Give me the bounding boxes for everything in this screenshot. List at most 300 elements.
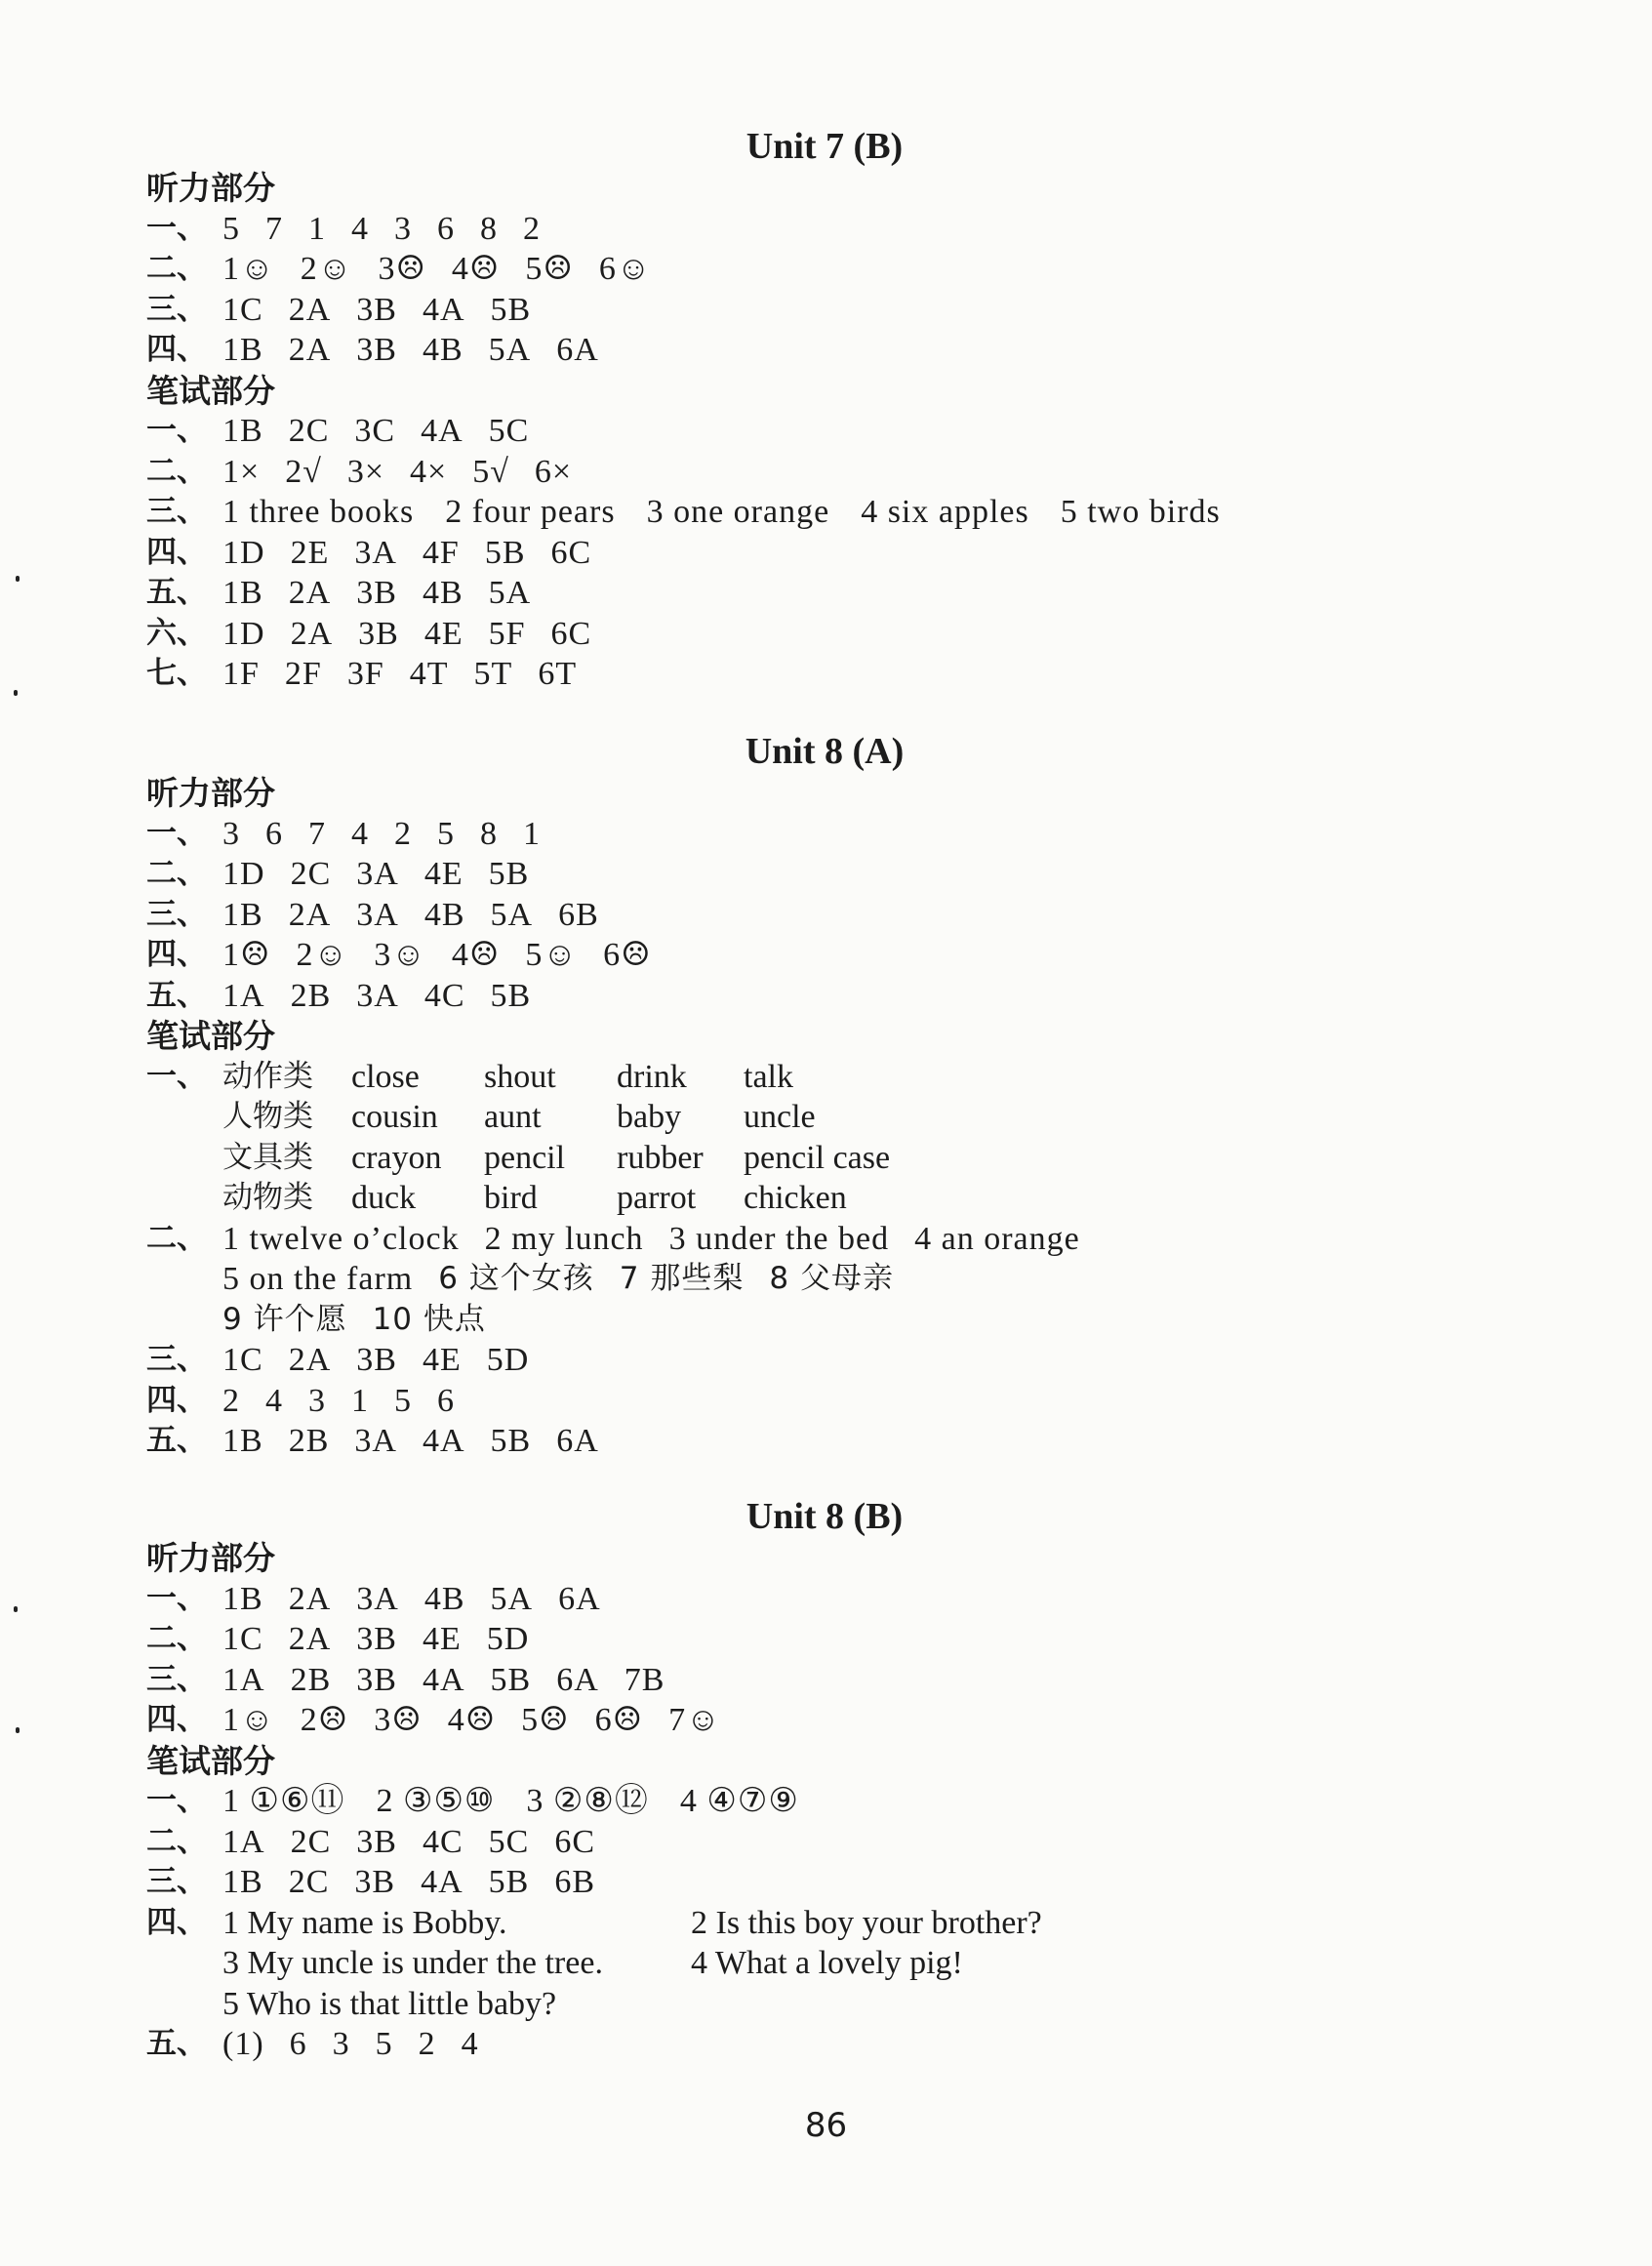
question-number: 五、 bbox=[146, 575, 207, 610]
question-number bbox=[146, 1300, 222, 1341]
answer-item: 3B bbox=[356, 1823, 397, 1860]
answer-item: (1) bbox=[222, 2026, 264, 2062]
question-number bbox=[146, 1097, 222, 1138]
answer-item: 3B bbox=[356, 1621, 397, 1657]
answer-item: 5 bbox=[437, 815, 455, 852]
answer-item: 5 bbox=[375, 2026, 393, 2062]
answer-items bbox=[222, 1619, 554, 1660]
answer-item: 4× bbox=[410, 453, 448, 490]
answer-item: 4A bbox=[421, 1864, 463, 1900]
question-number: 四、 bbox=[146, 937, 207, 972]
question-number: 二、 bbox=[146, 1220, 207, 1256]
answer-item: 1B bbox=[222, 1423, 263, 1459]
question-number: 三、 bbox=[146, 1661, 207, 1697]
answer-item: 6 bbox=[265, 815, 283, 852]
category-word: shout bbox=[484, 1058, 556, 1095]
answer-item: 1D bbox=[222, 534, 265, 571]
answer-item: 2C bbox=[288, 1864, 330, 1900]
answer-item: 4 six apples bbox=[861, 494, 1029, 530]
category-label: 人物类 bbox=[222, 1099, 313, 1134]
answer-item: 4B bbox=[422, 575, 463, 611]
answer-row bbox=[146, 533, 1415, 574]
answer-item: 3 bbox=[222, 815, 240, 852]
answer-item: 4 bbox=[351, 815, 369, 852]
answer-item: 3A bbox=[354, 1423, 397, 1459]
answer-items bbox=[222, 2024, 504, 2065]
answer-items bbox=[222, 1259, 919, 1300]
answer-item: 5B bbox=[490, 977, 532, 1014]
answer-item: 7☺ bbox=[668, 1702, 721, 1738]
scan-speck bbox=[14, 690, 18, 696]
answer-items bbox=[222, 935, 677, 976]
answer-items bbox=[222, 249, 677, 290]
answer-item: 4E bbox=[422, 1621, 462, 1657]
answer-item: 5A bbox=[490, 1580, 534, 1617]
answer-item: 6☹ bbox=[603, 937, 652, 973]
answer-items bbox=[222, 533, 617, 574]
answer-item: 4C bbox=[423, 977, 465, 1014]
question-number: 六、 bbox=[146, 615, 207, 651]
written-header: 笔试部分 bbox=[146, 1741, 275, 1780]
written-answers bbox=[146, 1781, 1415, 1903]
answer-item: 3B bbox=[356, 291, 397, 328]
category-label: 动作类 bbox=[222, 1058, 313, 1094]
question-number: 五、 bbox=[146, 977, 207, 1013]
answer-item: 6C bbox=[550, 615, 592, 652]
answer-items bbox=[222, 1862, 621, 1903]
answer-item: 4A bbox=[422, 1661, 465, 1698]
unit-8a-section bbox=[146, 730, 1415, 1462]
answer-item: 3 bbox=[308, 1382, 326, 1419]
question-number: 一、 bbox=[146, 1783, 207, 1818]
answer-item: 2 bbox=[523, 210, 541, 247]
written-header: 笔试部分 bbox=[146, 371, 275, 410]
answer-item: 1B bbox=[222, 1864, 263, 1900]
answer-item: 2A bbox=[288, 1342, 332, 1378]
question-number: 四、 bbox=[146, 534, 207, 570]
answer-item: 5B bbox=[488, 1864, 530, 1900]
answer-row bbox=[146, 1421, 1415, 1462]
answer-item: 4E bbox=[422, 1342, 462, 1378]
answer-item: 4T bbox=[409, 656, 449, 692]
answer-item: 4C bbox=[422, 1823, 463, 1860]
answer-item: 8 父母亲 bbox=[769, 1261, 894, 1296]
sentence-row bbox=[146, 1984, 1415, 2025]
answer-item: 2 bbox=[418, 2026, 436, 2062]
answer-row bbox=[146, 1219, 1415, 1260]
answer-item: 6A bbox=[556, 1661, 599, 1698]
answer-row bbox=[146, 1781, 1415, 1822]
question-number: 三、 bbox=[146, 1864, 207, 1899]
answer-item: 5D bbox=[486, 1342, 530, 1378]
answer-row bbox=[146, 1660, 1415, 1701]
answer-item: 5B bbox=[488, 856, 530, 892]
answer-item: 1B bbox=[222, 413, 263, 449]
answer-item: 8 bbox=[480, 815, 498, 852]
answer-item: 7 bbox=[308, 815, 326, 852]
answer-item: 5C bbox=[488, 1823, 530, 1860]
unit-8b-section bbox=[146, 1495, 1415, 2065]
answer-item: 2B bbox=[290, 977, 332, 1014]
listening-header: 听力部分 bbox=[146, 169, 275, 207]
answer-items bbox=[222, 452, 597, 493]
answer-item: 1D bbox=[222, 856, 265, 892]
answer-item: 2 bbox=[394, 815, 412, 852]
sentence-row bbox=[146, 1903, 1415, 1944]
question-number: 一、 bbox=[146, 815, 207, 851]
answer-row bbox=[146, 411, 1415, 452]
sentence-item: 4 What a lovely pig! bbox=[691, 1945, 963, 1981]
answer-item: 6T bbox=[538, 656, 578, 692]
answer-item: 1B bbox=[222, 575, 263, 611]
question-number: 一、 bbox=[146, 1580, 207, 1616]
answer-item: 6 bbox=[437, 210, 455, 247]
answer-item: 1B bbox=[222, 1580, 263, 1617]
answer-item: 3 bbox=[394, 210, 412, 247]
question-number: 一、 bbox=[146, 210, 207, 246]
category-row bbox=[146, 1178, 1415, 1219]
answer-item: 1 three books bbox=[222, 494, 415, 530]
answer-row bbox=[146, 209, 1415, 250]
question-number: 四、 bbox=[146, 1382, 207, 1418]
category-word: chicken bbox=[744, 1180, 847, 1216]
answer-item: 3B bbox=[358, 615, 399, 652]
section-title: Unit 7 (B) bbox=[745, 126, 904, 167]
section-title: Unit 8 (B) bbox=[745, 1496, 904, 1537]
answer-item: 2A bbox=[290, 615, 334, 652]
answer-item: 3 one orange bbox=[646, 494, 830, 530]
answer-item: 1C bbox=[222, 291, 263, 328]
answer-item: 1 bbox=[351, 1382, 369, 1419]
answer-items bbox=[222, 854, 554, 895]
question-number: 三、 bbox=[146, 1342, 207, 1377]
answer-item: 10 快点 bbox=[372, 1301, 486, 1337]
answer-item: 3B bbox=[356, 1342, 397, 1378]
answer-item: 2 bbox=[222, 1382, 240, 1419]
unit-7b-section bbox=[146, 125, 1415, 695]
category-label: 动物类 bbox=[222, 1180, 313, 1215]
answer-item: 6☹ bbox=[594, 1702, 644, 1738]
answer-item: 5D bbox=[486, 1621, 530, 1657]
answer-items bbox=[222, 1300, 511, 1341]
answer-item: 5A bbox=[490, 896, 534, 933]
answer-item: 3 bbox=[332, 2026, 350, 2062]
answer-item: 1F bbox=[222, 656, 260, 692]
answer-items bbox=[222, 976, 556, 1017]
category-word: uncle bbox=[744, 1099, 816, 1135]
question-number bbox=[146, 1984, 222, 2025]
answer-row bbox=[146, 249, 1415, 290]
answer-item: 4B bbox=[422, 332, 463, 368]
answer-item: 2E bbox=[290, 534, 330, 571]
answer-items bbox=[222, 1700, 746, 1741]
answer-item: 6C bbox=[554, 1823, 595, 1860]
answer-item: 1 ①⑥⑪ bbox=[222, 1783, 345, 1819]
answer-items bbox=[222, 654, 602, 695]
answer-item: 2B bbox=[290, 1661, 332, 1698]
answer-item: 4E bbox=[423, 856, 463, 892]
question-number: 四、 bbox=[146, 332, 207, 367]
category-word: bird bbox=[484, 1180, 538, 1216]
listening-header: 听力部分 bbox=[146, 1539, 275, 1577]
answer-item: 1 twelve o’clock bbox=[222, 1220, 460, 1257]
answer-item: 2A bbox=[288, 332, 332, 368]
answer-row bbox=[146, 330, 1415, 371]
answer-item: 5F bbox=[488, 615, 526, 652]
answer-item: 4 bbox=[265, 1382, 283, 1419]
answer-item: 2A bbox=[288, 1580, 332, 1617]
answer-item: 6☺ bbox=[598, 251, 652, 287]
answer-row bbox=[146, 814, 1415, 855]
answer-row bbox=[146, 492, 1415, 533]
category-label: 文具类 bbox=[222, 1139, 313, 1175]
answer-item: 5√ bbox=[472, 453, 509, 490]
category-table bbox=[146, 1057, 1415, 1219]
answer-item: 3☺ bbox=[374, 937, 426, 973]
answer-item: 4 an orange bbox=[914, 1220, 1080, 1257]
category-row bbox=[146, 1097, 1415, 1138]
answer-item: 1☹ bbox=[222, 937, 271, 973]
question-number: 五、 bbox=[146, 2026, 207, 2061]
question-number bbox=[146, 1943, 222, 1984]
answer-item: 5A bbox=[488, 575, 532, 611]
answer-row bbox=[146, 935, 1415, 976]
sentence-item: 1 My name is Bobby. bbox=[222, 1904, 507, 1941]
question-number: 七、 bbox=[146, 656, 207, 691]
question-number: 三、 bbox=[146, 494, 207, 529]
answer-items bbox=[222, 1219, 1106, 1260]
answer-items bbox=[222, 895, 625, 936]
answer-row bbox=[146, 1619, 1415, 1660]
written-answers bbox=[146, 411, 1415, 695]
answer-row bbox=[146, 1700, 1415, 1741]
answer-item: 1☺ bbox=[222, 251, 275, 287]
answer-item: 3A bbox=[356, 856, 399, 892]
answer-row bbox=[146, 1259, 1415, 1300]
answer-item: 5 bbox=[222, 210, 240, 247]
answer-item: 6C bbox=[550, 534, 592, 571]
answer-item: 4 bbox=[461, 2026, 479, 2062]
question-number: 一、 bbox=[146, 1058, 207, 1094]
answer-item: 3B bbox=[356, 575, 397, 611]
answer-item: 4☹ bbox=[451, 251, 501, 287]
answer-item: 4☹ bbox=[451, 937, 501, 973]
question-number bbox=[146, 1259, 222, 1300]
answer-item: 6A bbox=[556, 1423, 599, 1459]
listening-header: 听力部分 bbox=[146, 774, 275, 812]
answer-item: 1B bbox=[222, 896, 263, 933]
answer-item: 5☺ bbox=[525, 937, 579, 973]
answer-item: 3B bbox=[356, 332, 397, 368]
answer-item: 5B bbox=[484, 534, 526, 571]
question-number: 二、 bbox=[146, 453, 207, 489]
question-number: 二、 bbox=[146, 856, 207, 891]
answer-items bbox=[222, 411, 554, 452]
ordering-answer bbox=[146, 2024, 1415, 2065]
answer-item: 1A bbox=[222, 977, 265, 1014]
answer-item: 1B bbox=[222, 332, 263, 368]
listening-answers bbox=[146, 1579, 1415, 1741]
category-word: duck bbox=[351, 1180, 417, 1216]
category-word: close bbox=[351, 1058, 420, 1095]
scan-speck bbox=[16, 1727, 20, 1733]
answer-item: 9 许个愿 bbox=[222, 1301, 347, 1337]
answer-item: 4B bbox=[423, 896, 465, 933]
listening-answers bbox=[146, 814, 1415, 1017]
category-word: rubber bbox=[617, 1139, 704, 1176]
answer-item: 1A bbox=[222, 1823, 265, 1860]
answer-item: 6 bbox=[289, 2026, 307, 2062]
answer-item: 5C bbox=[488, 413, 530, 449]
answer-item: 3B bbox=[356, 1661, 397, 1698]
question-number bbox=[146, 1178, 222, 1219]
category-row bbox=[146, 1138, 1415, 1179]
answer-item: 5A bbox=[488, 332, 532, 368]
answer-item: 5B bbox=[490, 1423, 532, 1459]
answer-item: 6 这个女孩 bbox=[438, 1261, 594, 1296]
question-number: 四、 bbox=[146, 1904, 207, 1940]
answer-item: 2☺ bbox=[300, 251, 353, 287]
answer-item: 4A bbox=[422, 291, 465, 328]
answer-item: 2A bbox=[288, 291, 332, 328]
category-word: crayon bbox=[351, 1139, 442, 1176]
answer-item: 3F bbox=[346, 656, 384, 692]
category-word: drink bbox=[617, 1058, 687, 1095]
category-word: baby bbox=[617, 1099, 682, 1135]
answer-item: 6 bbox=[437, 1382, 455, 1419]
answer-item: 1 bbox=[523, 815, 541, 852]
answer-item: 2F bbox=[284, 656, 322, 692]
answer-item: 5 two birds bbox=[1060, 494, 1221, 530]
question-number: 二、 bbox=[146, 251, 207, 286]
phrase-answers bbox=[146, 1219, 1415, 1341]
question-number: 四、 bbox=[146, 1702, 207, 1737]
answer-items bbox=[222, 814, 566, 855]
answer-items bbox=[222, 1421, 625, 1462]
answer-item: 3A bbox=[356, 977, 399, 1014]
question-number: 一、 bbox=[146, 413, 207, 448]
answer-item: 1 bbox=[308, 210, 326, 247]
answer-item: 1☺ bbox=[222, 1702, 275, 1738]
answer-item: 2 ③⑤⑩ bbox=[376, 1783, 496, 1819]
answer-item: 4☹ bbox=[447, 1702, 497, 1738]
answer-item: 2√ bbox=[285, 453, 322, 490]
answer-item: 7 那些梨 bbox=[619, 1261, 745, 1296]
answer-items bbox=[222, 1822, 621, 1863]
answer-item: 2A bbox=[288, 1621, 332, 1657]
answer-row bbox=[146, 452, 1415, 493]
answer-item: 4 bbox=[351, 210, 369, 247]
category-row bbox=[146, 1057, 1415, 1098]
answer-item: 5T bbox=[473, 656, 513, 692]
answer-items bbox=[222, 1340, 554, 1381]
answer-row bbox=[146, 854, 1415, 895]
answer-item: 2☹ bbox=[300, 1702, 349, 1738]
answer-item: 2B bbox=[288, 1423, 330, 1459]
answer-item: 3☹ bbox=[378, 251, 426, 287]
answer-item: 3C bbox=[354, 413, 396, 449]
sentence-item: 3 My uncle is under the tree. bbox=[222, 1945, 603, 1981]
answer-row bbox=[146, 976, 1415, 1017]
answer-item: 3 under the bed bbox=[668, 1220, 890, 1257]
answer-items bbox=[222, 614, 617, 655]
written-answers bbox=[146, 1340, 1415, 1462]
answer-item: 4A bbox=[421, 413, 463, 449]
listening-answers bbox=[146, 209, 1415, 371]
answer-item: 6B bbox=[558, 896, 599, 933]
answer-items bbox=[222, 1579, 626, 1620]
answer-item: 2C bbox=[288, 413, 330, 449]
category-word: cousin bbox=[351, 1099, 438, 1135]
answer-row bbox=[146, 1862, 1415, 1903]
answer-item: 3A bbox=[356, 1580, 399, 1617]
answer-item: 2A bbox=[288, 896, 332, 933]
answer-item: 6× bbox=[534, 453, 573, 490]
answer-row bbox=[146, 1340, 1415, 1381]
answer-item: 6A bbox=[556, 332, 599, 368]
answer-item: 7 bbox=[265, 210, 283, 247]
question-number: 三、 bbox=[146, 291, 207, 327]
answer-item: 5☹ bbox=[521, 1702, 570, 1738]
answer-item: 5B bbox=[490, 1661, 532, 1698]
answer-item: 4F bbox=[422, 534, 460, 571]
answer-item: 3A bbox=[356, 896, 399, 933]
answer-row bbox=[146, 1381, 1415, 1422]
answer-item: 3B bbox=[354, 1864, 396, 1900]
question-number: 五、 bbox=[146, 1423, 207, 1458]
answer-items bbox=[222, 290, 556, 331]
answer-items bbox=[222, 330, 625, 371]
answer-item: 3 ②⑧⑫ bbox=[526, 1783, 649, 1819]
answer-item: 5 on the farm bbox=[222, 1261, 414, 1297]
section-title: Unit 8 (A) bbox=[745, 731, 905, 772]
page-number: 86 bbox=[804, 2106, 848, 2145]
answer-row bbox=[146, 1822, 1415, 1863]
answer-item: 2 four pears bbox=[445, 494, 616, 530]
scan-speck bbox=[16, 576, 20, 582]
answer-item: 2A bbox=[288, 575, 332, 611]
sentence-item: 2 Is this boy your brother? bbox=[691, 1904, 1042, 1941]
answer-row bbox=[146, 573, 1415, 614]
answer-items bbox=[222, 492, 1252, 533]
answer-item: 5☹ bbox=[525, 251, 574, 287]
answer-item: 7B bbox=[624, 1661, 665, 1698]
written-header: 笔试部分 bbox=[146, 1017, 275, 1055]
category-word: parrot bbox=[617, 1180, 697, 1216]
answer-item: 5 bbox=[394, 1382, 412, 1419]
answer-items bbox=[222, 1781, 830, 1822]
answer-item: 2C bbox=[290, 1823, 332, 1860]
answer-item: 2C bbox=[290, 856, 332, 892]
scan-speck bbox=[14, 1606, 18, 1612]
category-word: pencil case bbox=[744, 1139, 891, 1176]
answer-row bbox=[146, 1579, 1415, 1620]
answer-row bbox=[146, 2024, 1415, 2065]
answer-row bbox=[146, 654, 1415, 695]
answer-items bbox=[222, 1381, 480, 1422]
answer-item: 2 my lunch bbox=[484, 1220, 644, 1257]
answer-item: 1C bbox=[222, 1621, 263, 1657]
question-number bbox=[146, 1138, 222, 1179]
answer-items bbox=[222, 1660, 690, 1701]
sentence-answers bbox=[146, 1903, 1415, 2025]
answer-row bbox=[146, 614, 1415, 655]
category-word: pencil bbox=[484, 1139, 566, 1176]
answer-item: 4B bbox=[423, 1580, 465, 1617]
answer-item: 1D bbox=[222, 615, 265, 652]
answer-item: 3A bbox=[354, 534, 397, 571]
question-number: 三、 bbox=[146, 896, 207, 932]
